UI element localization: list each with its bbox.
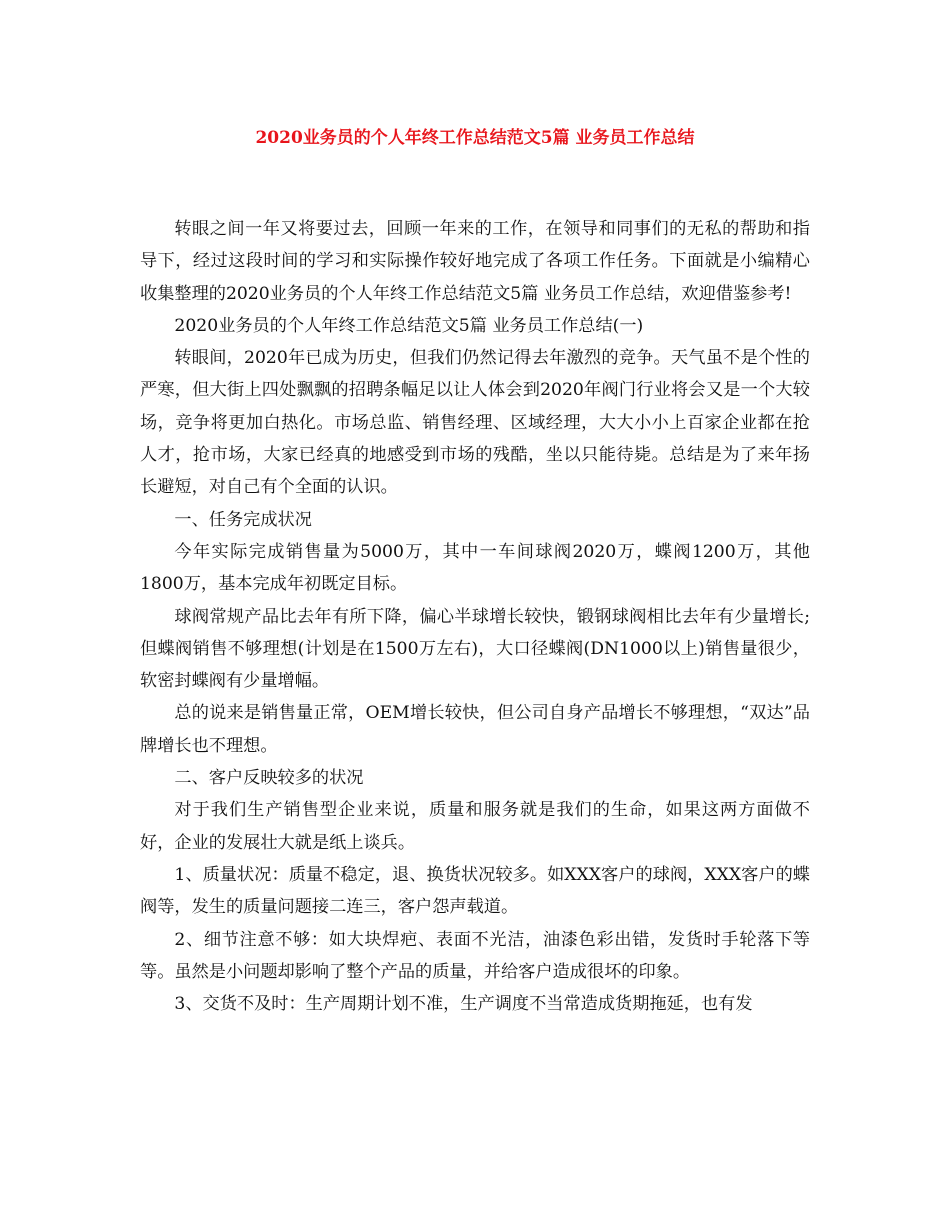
- paragraph-section-heading: 2020业务员的个人年终工作总结范文5篇 业务员工作总结(一): [174, 315, 644, 336]
- paragraph-heading-task-status: 一、任务完成状况: [174, 509, 312, 530]
- paragraph-heading-customer-feedback: 二、客户反映较多的状况: [174, 768, 364, 789]
- paragraph: 对于我们生产销售型企业来说，质量和服务就是我们的生命，如果这两方面做不好，企业的发展壮大就是纸上谈兵。: [140, 800, 810, 853]
- paragraph: 今年实际完成销售量为5000万，其中一车间球阀2020万，蝶阀1200万，其他1800万，基本完成年初既定目标。: [140, 541, 810, 595]
- document-body: [140, 213, 810, 1020]
- paragraph: 球阀常规产品比去年有所下降，偏心半球增长较快，锻钢球阀相比去年有少量增长;但蝶阀销售不够理想(计划是在1500万左右)，大口径蝶阀(DN1000以上)销售量很少，软密封蝶阀有少量增幅。: [140, 606, 810, 692]
- paragraph-intro: 转眼之间一年又将要过去，回顾一年来的工作，在领导和同事们的无私的帮助和指导下，经过这段时间的学习和实际操作较好地完成了各项工作任务。下面就是小编精心收集整理的2020业务员的个人年终工作总结范文5篇 业务员工作总结，欢迎借鉴参考!: [140, 219, 810, 304]
- document-title: 2020业务员的个人年终工作总结范文5篇 业务员工作总结: [255, 128, 695, 148]
- paragraph-list-item: 1、质量状况：质量不稳定，退、换货状况较多。如XXX客户的球阀，XXX客户的蝶阀等，发生的质量问题接二连三，客户怨声载道。: [140, 864, 810, 918]
- paragraph: 总的说来是销售量正常，OEM增长较快，但公司自身产品增长不够理想，“双达”品牌增长也不理想。: [140, 703, 810, 756]
- paragraph: 转眼间，2020年已成为历史，但我们仍然记得去年激烈的竞争。天气虽不是个性的严寒，但大街上四处飘飘的招聘条幅足以让人体会到2020年阀门行业将会又是一个大较场，竞争将更加白热化。市场总监、销售经理、区域经理，大大小小上百家企业都在抢人才，抢市场，大家已经真的地感受到市场的残酷，坐以只能待毙。总结是为了来年扬长避短，对自己有个全面的认识。: [140, 348, 810, 498]
- paragraph-list-item: 2、细节注意不够：如大块焊疤、表面不光洁，油漆色彩出错，发货时手轮落下等等。虽然是小问题却影响了整个产品的质量，并给客户造成很坏的印象。: [140, 929, 810, 982]
- paragraph-list-item: 3、交货不及时：生产周期计划不准，生产调度不当常造成货期拖延，也有发: [174, 994, 753, 1015]
